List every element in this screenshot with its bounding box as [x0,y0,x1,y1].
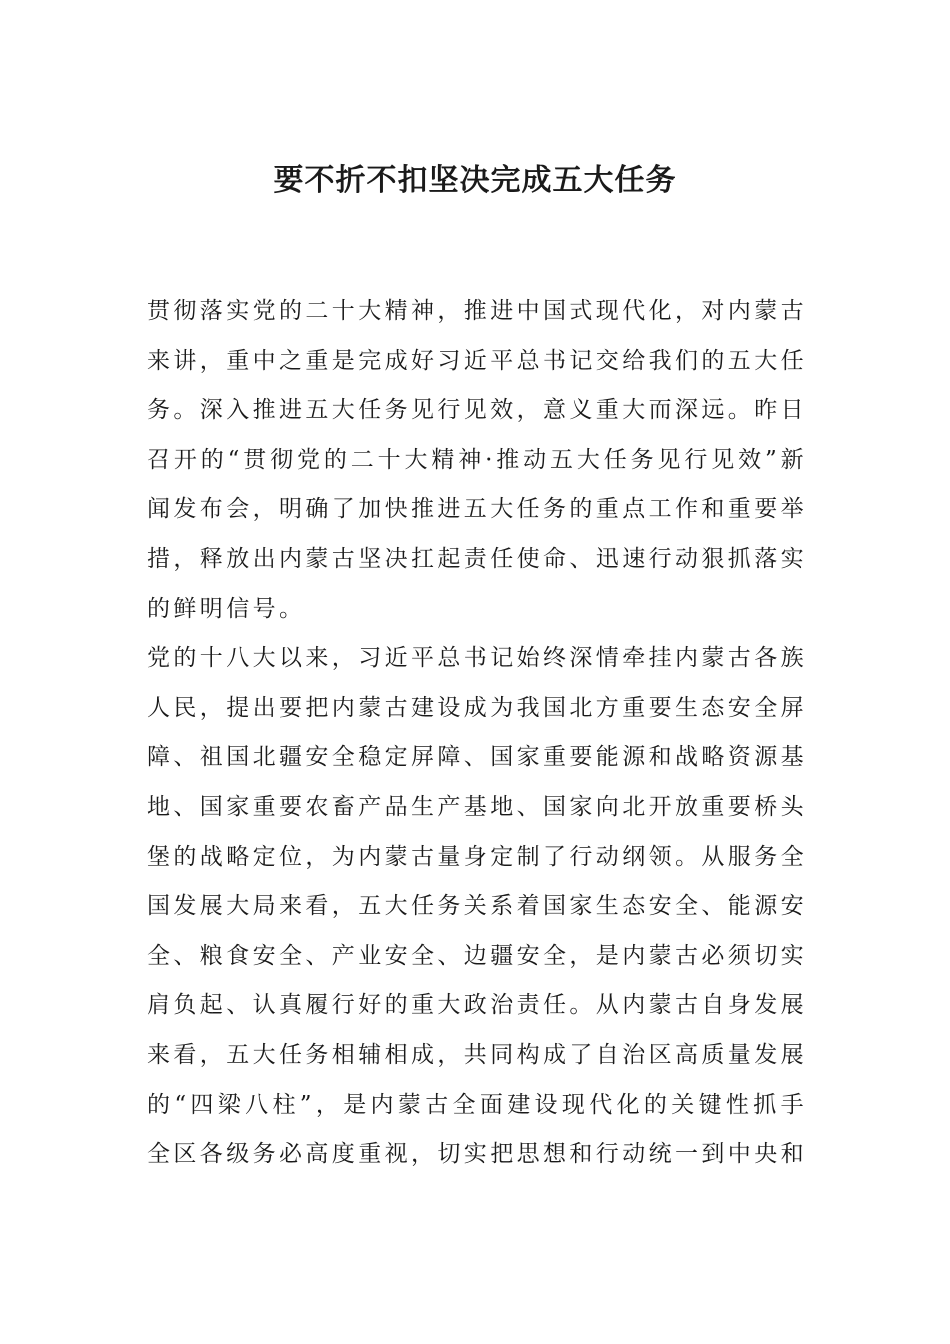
text-line: 国发展大局来看，五大任务关系着国家生态安全、能源安 [147,893,807,920]
text-line: 召开的“贯彻党的二十大精神·推动五大任务见行见效”新 [147,446,807,473]
document-body [147,287,807,1180]
text-line: 障、祖国北疆安全稳定屏障、国家重要能源和战略资源基 [147,744,807,771]
text-line: 来看，五大任务相辅相成，共同构成了自治区高质量发展 [147,1041,807,1068]
text-line: 肩负起、认真履行好的重大政治责任。从内蒙古自身发展 [147,992,807,1019]
text-line: 措，释放出内蒙古坚决扛起责任使命、迅速行动狠抓落实 [147,545,807,572]
paragraph-2 [147,634,807,1180]
text-line: 全、粮食安全、产业安全、边疆安全，是内蒙古必须切实 [147,942,807,969]
text-line: 的“四梁八柱”，是内蒙古全面建设现代化的关键性抓手 [147,1091,807,1118]
text-line: 的鲜明信号。 [147,595,306,622]
text-line: 贯彻落实党的二十大精神，推进中国式现代化，对内蒙古 [147,298,807,324]
text-line: 务。深入推进五大任务见行见效，意义重大而深远。昨日 [147,397,807,424]
text-line: 闻发布会，明确了加快推进五大任务的重点工作和重要举 [147,496,807,523]
text-line: 人民，提出要把内蒙古建设成为我国北方重要生态安全屏 [147,694,807,721]
text-line: 堡的战略定位，为内蒙古量身定制了行动纲领。从服务全 [147,843,807,870]
text-line: 来讲，重中之重是完成好习近平总书记交给我们的五大任 [147,347,807,374]
paragraph-1 [147,287,807,634]
text-line: 地、国家重要农畜产品生产基地、国家向北开放重要桥头 [147,793,807,820]
text-line: 党的十八大以来，习近平总书记始终深情牵挂内蒙古各族 [147,645,807,672]
text-line: 全区各级务必高度重视，切实把思想和行动统一到中央和 [147,1141,807,1168]
document-title: 要不折不扣坚决完成五大任务 [273,163,677,198]
